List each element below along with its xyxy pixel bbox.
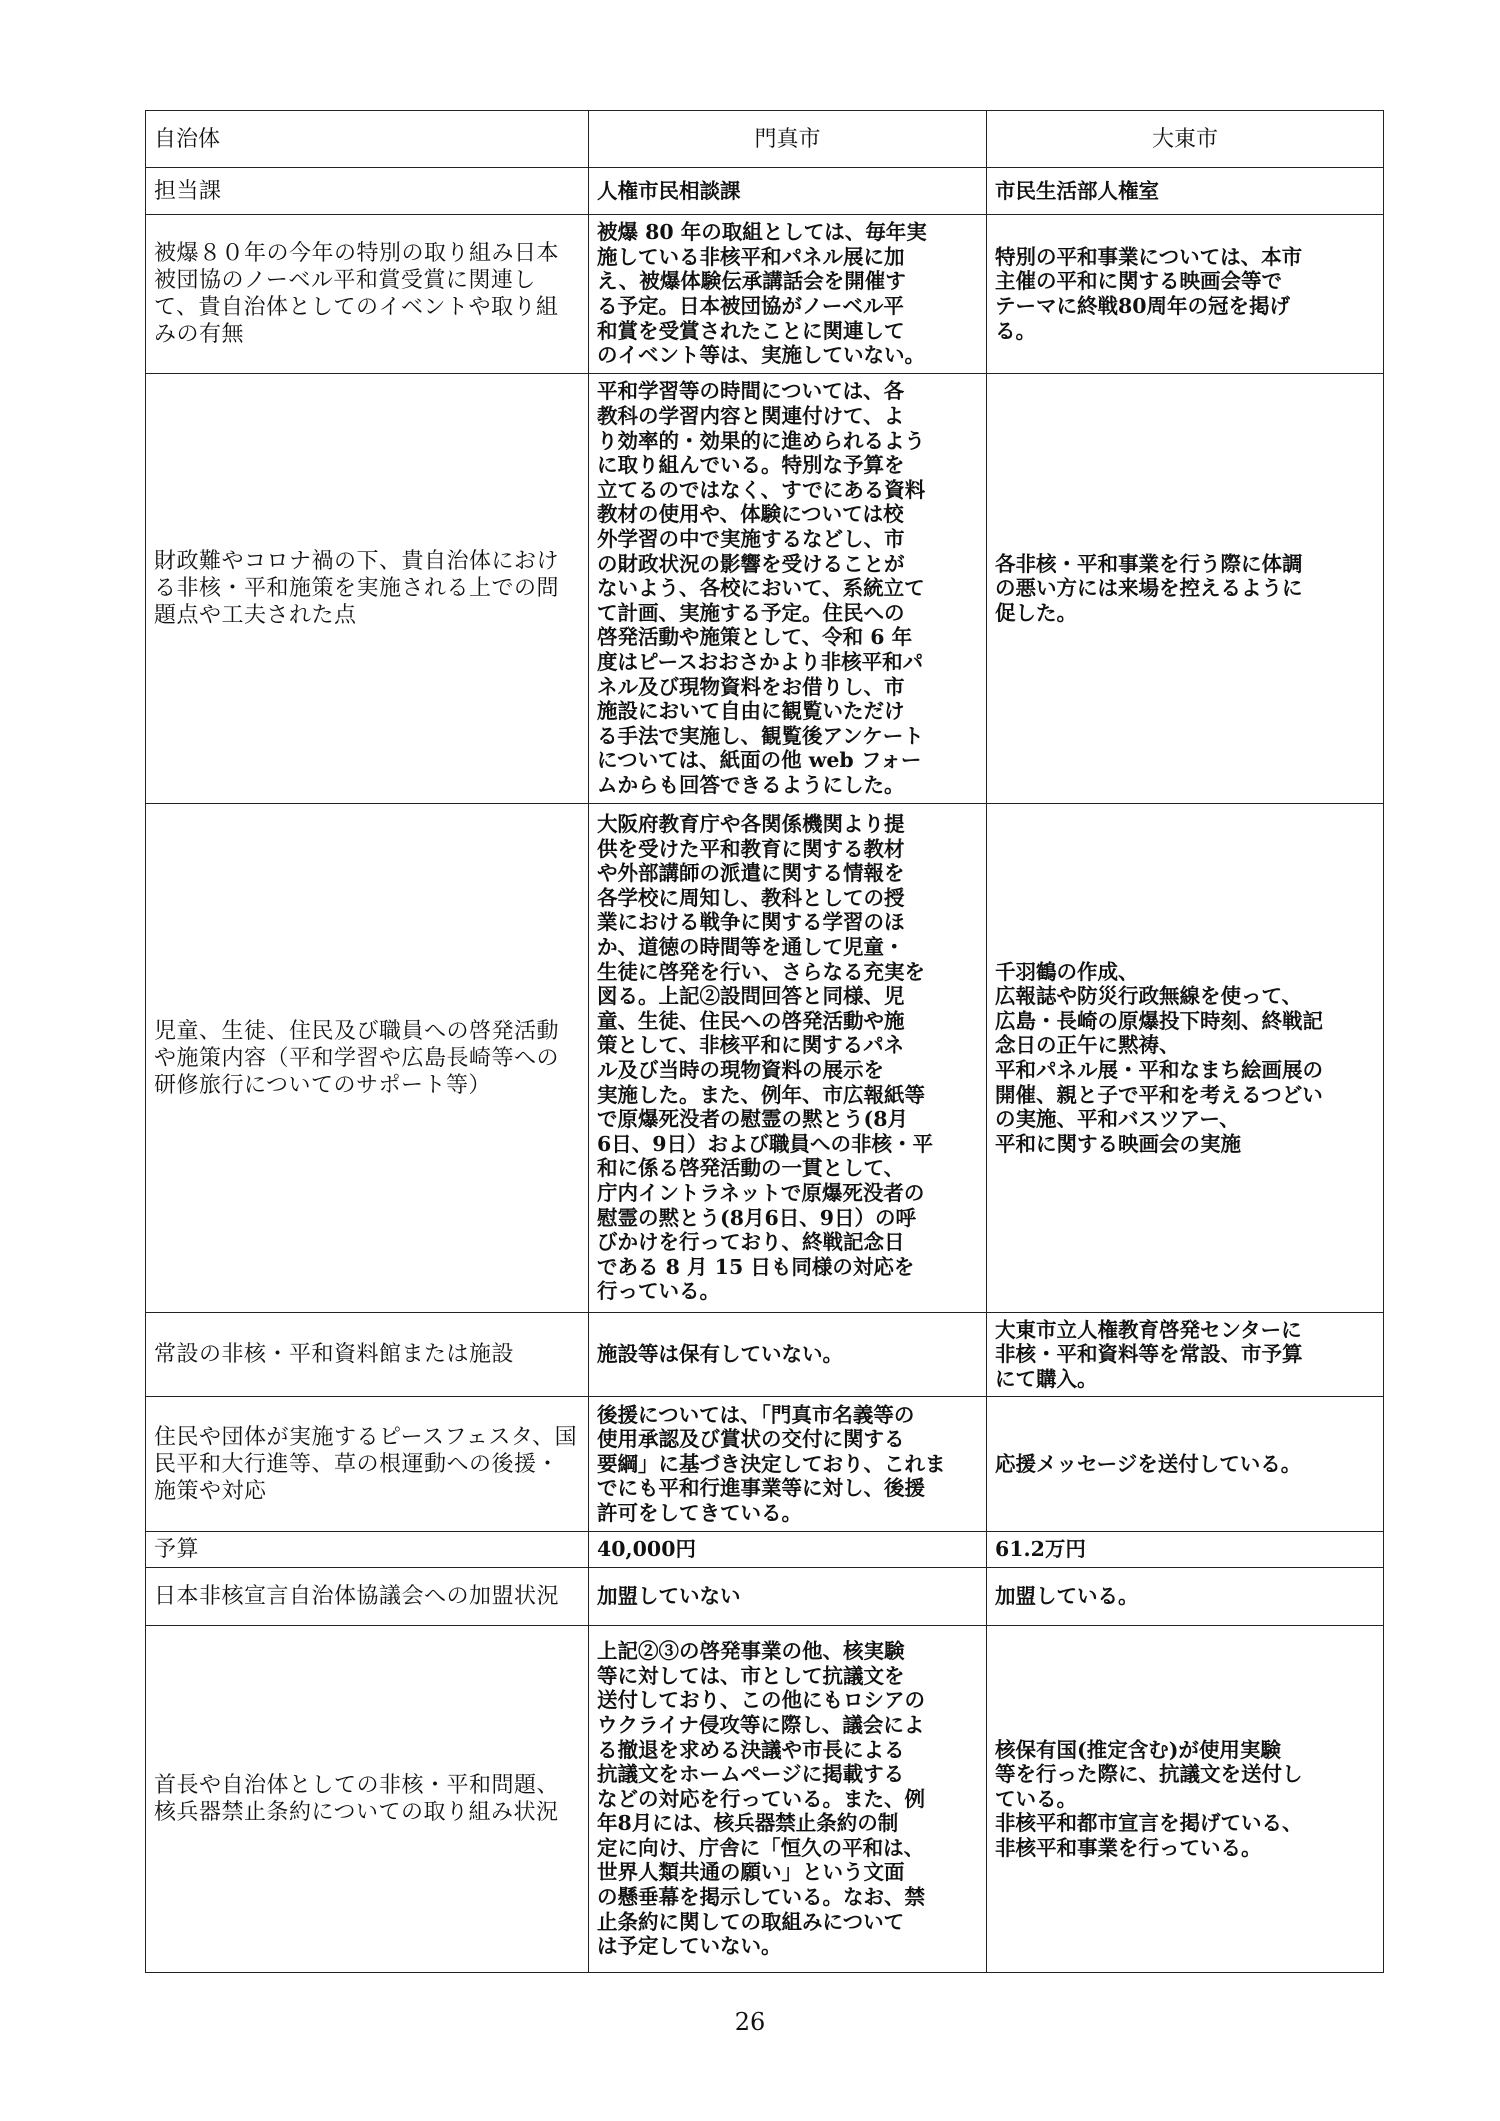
question-cell: 常設の非核・平和資料館または施設 bbox=[146, 1313, 589, 1397]
table-row bbox=[146, 1532, 1384, 1568]
table-row bbox=[146, 1626, 1384, 1973]
question-cell: 日本非核宣言自治体協議会への加盟状況 bbox=[146, 1568, 589, 1626]
table-row bbox=[146, 804, 1384, 1313]
page-number: 26 bbox=[734, 2008, 766, 2036]
kadoma-answer-cell: 後援については、「門真市名義等の 使用承認及び賞状の交付に関する 要綱」に基づき決定しており、これま でにも平和行進事業等に対し、後援 許可をしてきている。 bbox=[589, 1397, 987, 1532]
header-daito: 大東市 bbox=[987, 111, 1384, 168]
question-cell: 財政難やコロナ禍の下、貴自治体における非核・平和施策を実施される上での問題点や工夫された点 bbox=[146, 374, 589, 804]
kadoma-answer-cell: 施設等は保有していない。 bbox=[589, 1313, 987, 1397]
survey-table bbox=[145, 110, 1384, 1973]
kadoma-answer-cell: 大阪府教育庁や各関係機関より提 供を受けた平和教育に関する教材 や外部講師の派遣に関する情報を 各学校に周知し、教科としての授 業における戦争に関する学習のほ か、道徳の時間等を通して児童・ 生徒に啓発を行い、さらなる充実を 図る。上記②設問回答と同様、児 童、生徒、住民への啓発活動や施 策として、非核平和に関するパネ ル及び当時の現物資料の展示を 実施した。また、例年、市広報紙等 で原爆死没者の慰霊の黙とう(8月 6日、9日）および職員への非核・平 和に係る啓発活動の一貫として、 庁内イントラネットで原爆死没者の 慰霊の黙とう(8月6日、9日）の呼 びかけを行っており、終戦記念日 である 8 月 15 日も同様の対応を 行っている。 bbox=[589, 804, 987, 1313]
question-cell: 担当課 bbox=[146, 168, 589, 215]
kadoma-answer-cell: 人権市民相談課 bbox=[589, 168, 987, 215]
daito-answer-cell: 加盟している。 bbox=[987, 1568, 1384, 1626]
table-row bbox=[146, 215, 1384, 374]
question-cell: 住民や団体が実施するピースフェスタ、国民平和大行進等、草の根運動への後援・施策や対応 bbox=[146, 1397, 589, 1532]
table-row bbox=[146, 374, 1384, 804]
daito-answer-cell: 千羽鶴の作成、 広報誌や防災行政無線を使って、 広島・長崎の原爆投下時刻、終戦記 念日の正午に黙祷、 平和パネル展・平和なまち絵画展の 開催、親と子で平和を考えるつどい の実施、平和バスツアー、 平和に関する映画会の実施 bbox=[987, 804, 1384, 1313]
kadoma-answer-cell: 加盟していない bbox=[589, 1568, 987, 1626]
daito-answer-cell: 核保有国(推定含む)が使用実験 等を行った際に、抗議文を送付し ている。 非核平和都市宣言を掲げている、 非核平和事業を行っている。 bbox=[987, 1626, 1384, 1973]
question-cell: 児童、生徒、住民及び職員への啓発活動や施策内容（平和学習や広島長崎等への研修旅行についてのサポート等） bbox=[146, 804, 589, 1313]
daito-answer-cell: 応援メッセージを送付している。 bbox=[987, 1397, 1384, 1532]
daito-answer-cell: 各非核・平和事業を行う際に体調 の悪い方には来場を控えるように 促した。 bbox=[987, 374, 1384, 804]
kadoma-answer-cell: 40,000円 bbox=[589, 1532, 987, 1568]
question-cell: 首長や自治体としての非核・平和問題、核兵器禁止条約についての取り組み状況 bbox=[146, 1626, 589, 1973]
kadoma-answer-cell: 被爆 80 年の取組としては、毎年実 施している非核平和パネル展に加 え、被爆体験伝承講話会を開催す る予定。日本被団協がノーベル平 和賞を受賞されたことに関連して のイベント等は、実施していない。 bbox=[589, 215, 987, 374]
daito-answer-cell: 61.2万円 bbox=[987, 1532, 1384, 1568]
table-row bbox=[146, 1568, 1384, 1626]
table-row bbox=[146, 168, 1384, 215]
daito-answer-cell: 市民生活部人権室 bbox=[987, 168, 1384, 215]
table-row bbox=[146, 1313, 1384, 1397]
header-kadoma: 門真市 bbox=[589, 111, 987, 168]
header-municipality: 自治体 bbox=[146, 111, 589, 168]
daito-answer-cell: 大東市立人権教育啓発センターに 非核・平和資料等を常設、市予算 にて購入。 bbox=[987, 1313, 1384, 1397]
kadoma-answer-cell: 平和学習等の時間については、各 教科の学習内容と関連付けて、よ り効率的・効果的に進められるよう に取り組んでいる。特別な予算を 立てるのではなく、すでにある資料 教材の使用や、体験については校 外学習の中で実施するなどし、市 の財政状況の影響を受けることが ないよう、各校において、系統立て て計画、実施する予定。住民への 啓発活動や施策として、令和 6 年 度はピースおおさかより非核平和パ ネル及び現物資料をお借りし、市 施設において自由に観覧いただけ る手法で実施し、観覧後アンケート については、紙面の他 web フォー ムからも回答できるようにした。 bbox=[589, 374, 987, 804]
daito-answer-cell: 特別の平和事業については、本市 主催の平和に関する映画会等で テーマに終戦80周年の冠を掲げ る。 bbox=[987, 215, 1384, 374]
question-cell: 予算 bbox=[146, 1532, 589, 1568]
kadoma-answer-cell: 上記②③の啓発事業の他、核実験 等に対しては、市として抗議文を 送付しており、この他にもロシアの ウクライナ侵攻等に際し、議会によ る撤退を求める決議や市長による 抗議文をホームページに掲載する などの対応を行っている。また、例 年8月には、核兵器禁止条約の制 定に向け、庁舎に「恒久の平和は、 世界人類共通の願い」という文面 の懸垂幕を掲示している。なお、禁 止条約に関しての取組みについて は予定していない。 bbox=[589, 1626, 987, 1973]
question-cell: 被爆８０年の今年の特別の取り組み日本被団協のノーベル平和賞受賞に関連して、貴自治体としてのイベントや取り組みの有無 bbox=[146, 215, 589, 374]
table-row bbox=[146, 1397, 1384, 1532]
table-header-row bbox=[146, 111, 1384, 168]
